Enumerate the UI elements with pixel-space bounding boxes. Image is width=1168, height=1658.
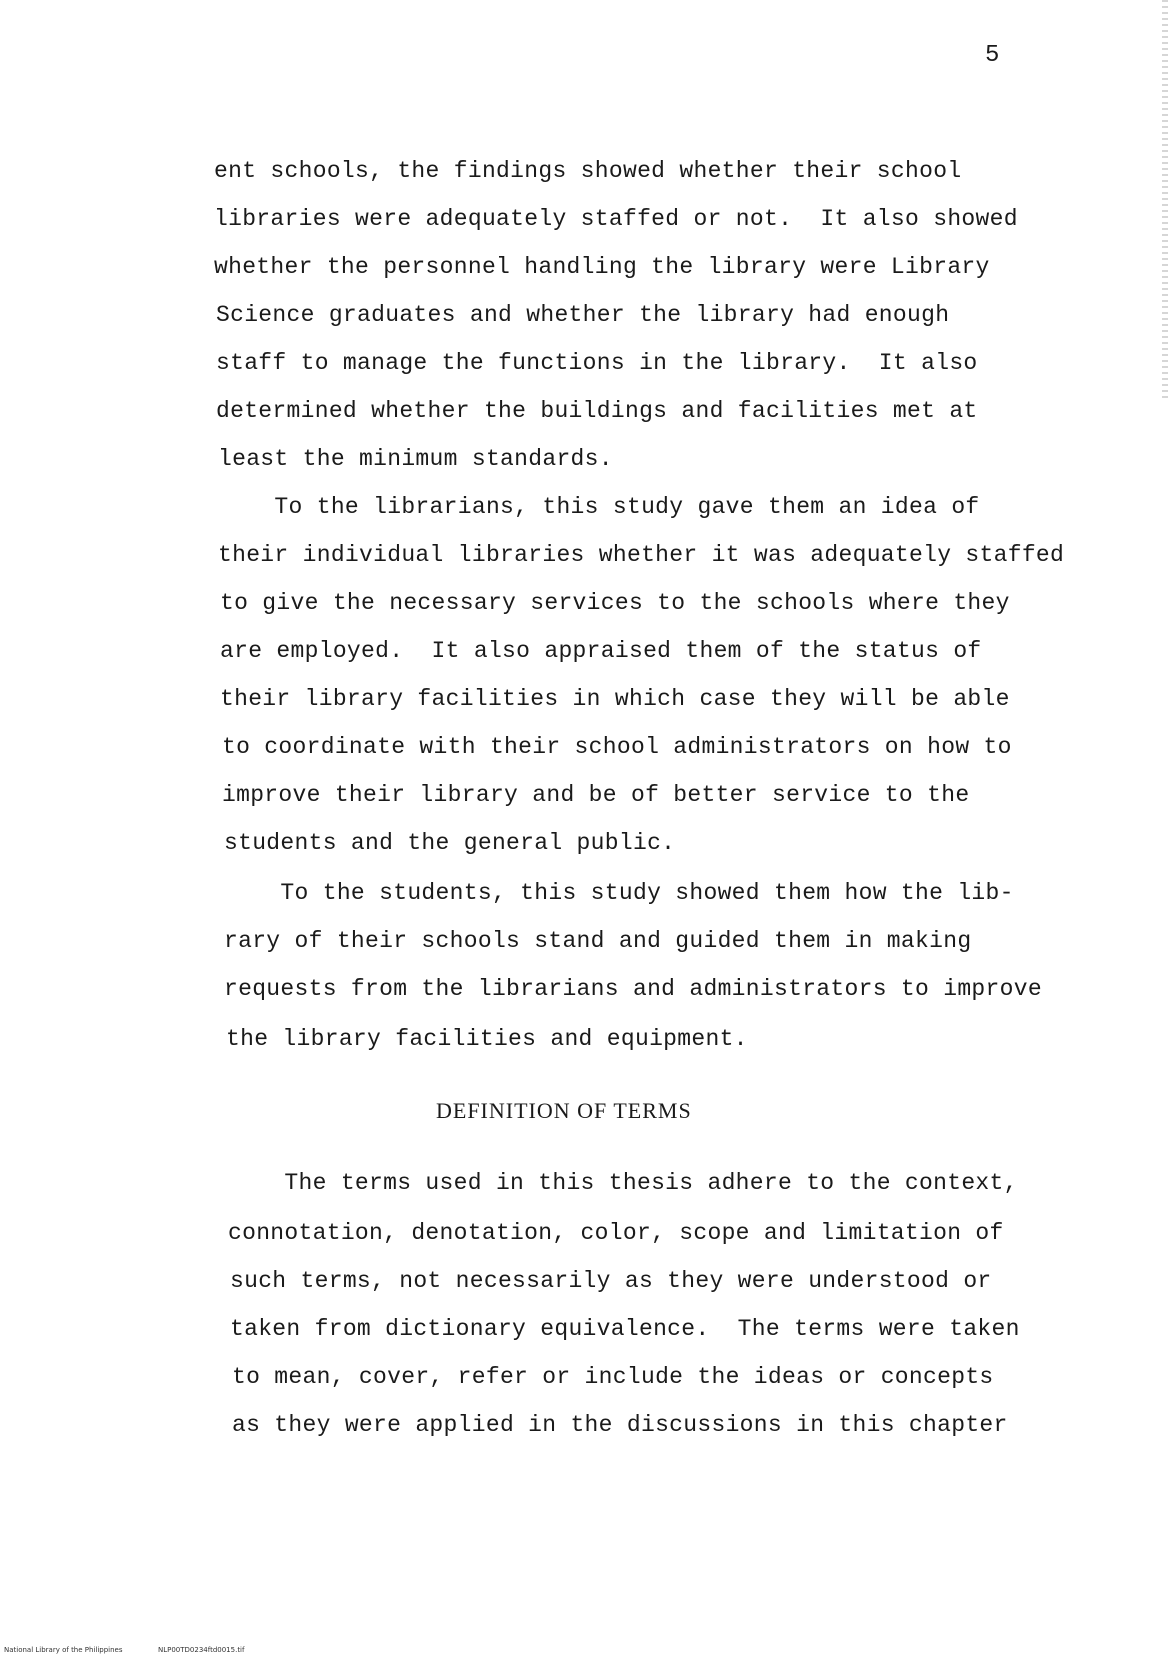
- text-line: taken from dictionary equivalence. The terms were taken: [230, 1316, 1020, 1342]
- text-line: To the librarians, this study gave them an idea of: [218, 494, 980, 520]
- footer-institution: National Library of the Philippines: [4, 1646, 123, 1654]
- text-line: The terms used in this thesis adhere to the context,: [228, 1170, 1018, 1196]
- text-line: their library facilities in which case they will be able: [220, 686, 1010, 712]
- text-line: requests from the librarians and administrators to improve: [224, 976, 1042, 1002]
- text-line: the library facilities and equipment.: [226, 1026, 748, 1052]
- text-line: to give the necessary services to the schools where they: [220, 590, 1010, 616]
- footer-file-id: NLP00TD0234ftd0015.tif: [158, 1646, 245, 1654]
- page-number: 5: [985, 42, 1000, 69]
- text-line: libraries were adequately staffed or not. It also showed: [214, 206, 1018, 232]
- text-line: their individual libraries whether it was adequately staffed: [218, 542, 1065, 568]
- text-line: To the students, this study showed them how the lib-: [224, 880, 1014, 906]
- text-line: are employed. It also appraised them of the status of: [220, 638, 982, 664]
- text-line: connotation, denotation, color, scope and limitation of: [228, 1220, 1004, 1246]
- text-line: as they were applied in the discussions in this chapter: [232, 1412, 1008, 1438]
- text-line: determined whether the buildings and facilities met at: [216, 398, 978, 424]
- text-line: to mean, cover, refer or include the ideas or concepts: [232, 1364, 994, 1390]
- text-line: Science graduates and whether the library had enough: [216, 302, 950, 328]
- text-line: least the minimum standards.: [218, 446, 613, 472]
- section-heading: DEFINITION OF TERMS: [436, 1098, 692, 1123]
- text-line: whether the personnel handling the library were Library: [214, 254, 990, 280]
- text-line: students and the general public.: [224, 830, 676, 856]
- text-line: to coordinate with their school administrators on how to: [222, 734, 1012, 760]
- text-line: improve their library and be of better service to the: [222, 782, 970, 808]
- text-line: rary of their schools stand and guided them in making: [224, 928, 972, 954]
- text-line: such terms, not necessarily as they were understood or: [230, 1268, 992, 1294]
- text-line: ent schools, the findings showed whether their school: [214, 158, 962, 184]
- scanned-page-edge: [1162, 0, 1168, 400]
- text-line: staff to manage the functions in the library. It also: [216, 350, 978, 376]
